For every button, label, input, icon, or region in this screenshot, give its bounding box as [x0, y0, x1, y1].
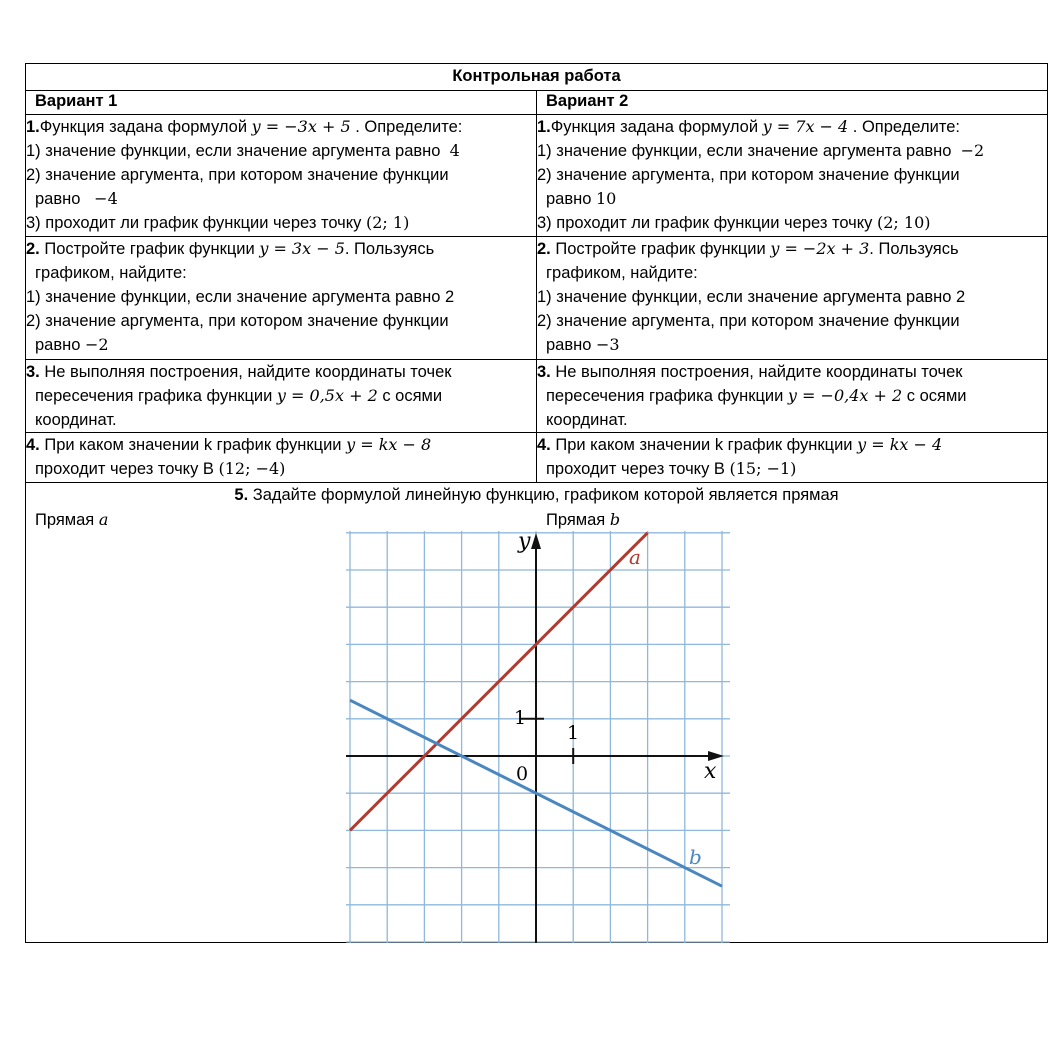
v1-task3-line1: 3. Не выполняя построения, найдите координаты точек — [26, 363, 452, 381]
page-title: Контрольная работа — [452, 67, 621, 85]
v2-task1-item2-cont: равно 10 — [546, 189, 617, 208]
v1-task2-item1: 1) значение функции, если значение аргумента равно 2 — [26, 288, 455, 306]
origin-label: 0 — [516, 763, 529, 785]
v1-task2-item2-cont: равно −2 — [35, 335, 109, 354]
y-axis-arrow-icon — [531, 533, 541, 549]
v1-task2-item2: 2) значение аргумента, при котором значение функции — [26, 312, 449, 330]
x-axis-label: x — [704, 759, 717, 784]
v2-line-label: Прямая b — [546, 510, 621, 529]
v1-task1-item2: 2) значение аргумента, при котором значение функции — [26, 166, 449, 184]
v2-task2-line2: графиком, найдите: — [546, 264, 698, 282]
v1-task2-line2: графиком, найдите: — [35, 264, 187, 282]
v2-task3-line2: пересечения графика функции y = −0,4x + 2 с осями — [546, 386, 967, 405]
v1-task4-line2: проходит через точку B (12; −4) — [35, 459, 286, 478]
v2-task3-line1: 3. Не выполняя построения, найдите координаты точек — [537, 363, 963, 381]
v2-task2-line1: 2. Постройте график функции y = −2x + 3. Пользуясь — [537, 239, 959, 258]
variant1-header: Вариант 1 — [35, 92, 118, 110]
v1-task1-item3: 3) проходит ли график функции через точку (2; 1) — [26, 213, 410, 232]
variant2-header: Вариант 2 — [546, 92, 629, 110]
v1-task1-item2-cont: равно −4 — [35, 189, 118, 208]
v2-task1-line1: 1.Функция задана формулой y = 7x − 4 . Определите: — [537, 117, 960, 136]
y-unit-label: 1 — [514, 707, 527, 729]
v1-task1-line1: 1.Функция задана формулой y = −3x + 5 . Определите: — [26, 117, 463, 136]
v2-task1-item2: 2) значение аргумента, при котором значение функции — [537, 166, 960, 184]
v2-task4-line1: 4. При каком значении k график функции y = kx − 4 — [537, 435, 943, 454]
v1-line-label: Прямая a — [35, 510, 109, 529]
v2-task4-line2: проходит через точку B (15; −1) — [546, 459, 797, 478]
line-b-label: b — [689, 845, 702, 869]
coordinate-graph — [346, 531, 730, 943]
x-unit-label: 1 — [567, 722, 580, 744]
v1-task3-line3: координат. — [35, 411, 117, 429]
v1-task2-line1: 2. Постройте график функции y = 3x − 5. Пользуясь — [26, 239, 435, 258]
v2-task2-item1: 1) значение функции, если значение аргумента равно 2 — [537, 288, 966, 306]
y-axis-label: y — [518, 531, 531, 554]
v2-task1-item3: 3) проходит ли график функции через точку (2; 10) — [537, 213, 931, 232]
v2-task2-item2: 2) значение аргумента, при котором значение функции — [537, 312, 960, 330]
v1-task3-line2: пересечения графика функции y = 0,5x + 2 с осями — [35, 386, 443, 405]
v1-task4-line1: 4. При каком значении k график функции y = kx − 8 — [26, 435, 432, 454]
grid — [346, 531, 730, 943]
v2-task2-item2-cont: равно −3 — [546, 335, 620, 354]
v1-task1-item1: 1) значение функции, если значение аргумента равно 4 — [26, 141, 460, 160]
task5-text: 5. Задайте формулой линейную функцию, графиком которой является прямая — [234, 486, 839, 504]
v2-task1-item1: 1) значение функции, если значение аргумента равно −2 — [537, 141, 985, 160]
v2-task3-line3: координат. — [546, 411, 628, 429]
line-a-label: a — [629, 545, 641, 569]
